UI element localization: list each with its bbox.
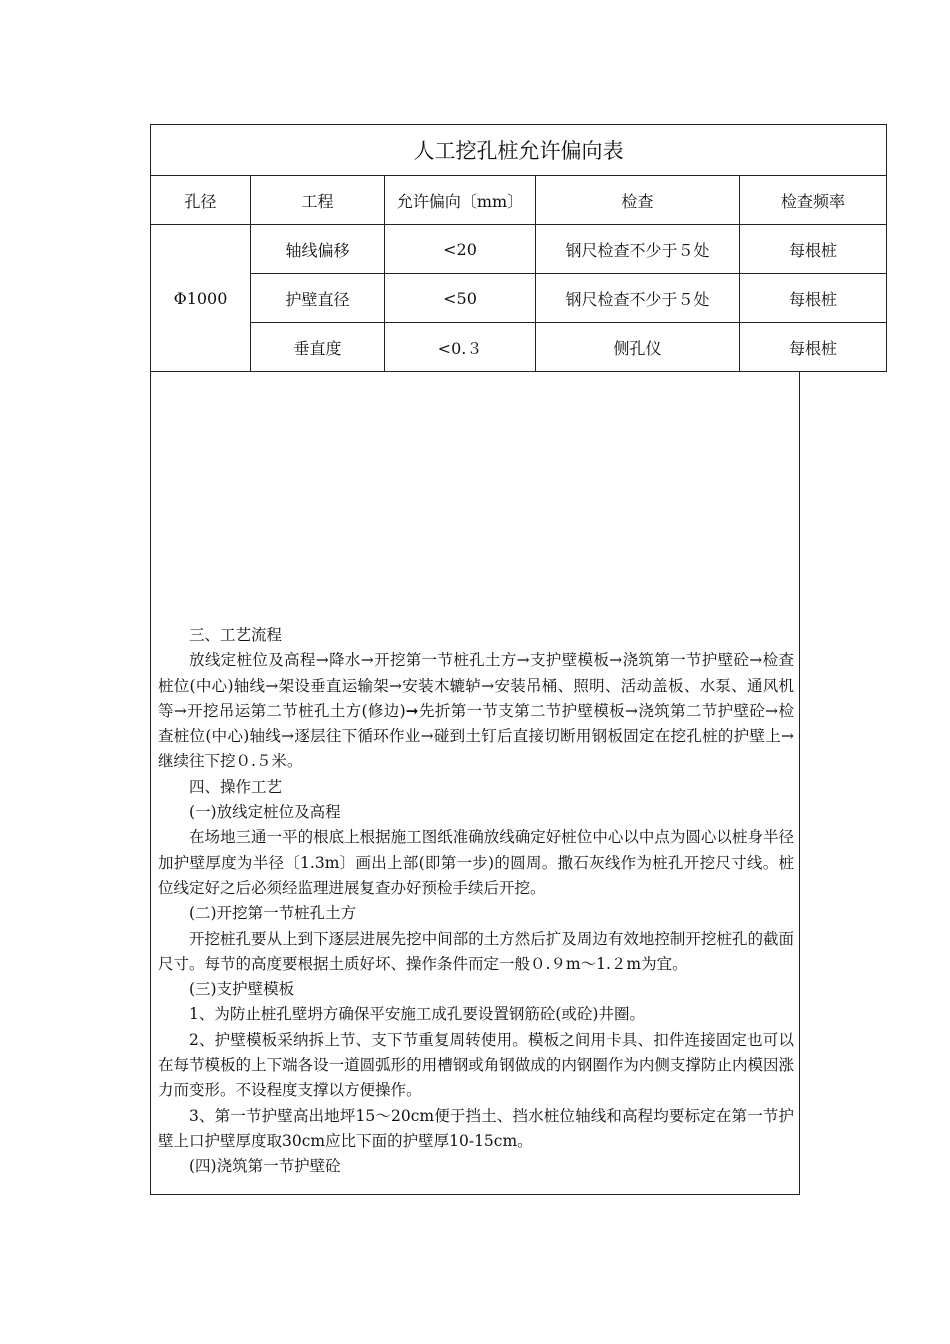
- item-cell: 垂直度: [251, 323, 385, 372]
- body-text: [158, 623, 794, 1180]
- tolerance-cell: <50: [385, 274, 536, 323]
- check-cell: 钢尺检查不少于５处: [536, 225, 740, 274]
- frequency-cell: 每根桩: [740, 274, 887, 323]
- subsection-heading: (三)支护壁模板: [189, 980, 295, 999]
- header-check: 检查: [536, 176, 740, 225]
- list-item: 1、为防止桩孔壁坍方确保平安施工成孔要设置钢筋砼(或砼)井圈。: [189, 1005, 645, 1024]
- list-item: 2、护壁模板采纳拆上节、支下节重复周转使用。模板之间用卡具、扣件连接固定也可以在每节模板的上下端各设一道圆弧形的用槽钢或角钢做成的内钢圈作为内侧支撑防止内模因涨力而变形。不设程度支撑以方便操作。: [158, 1030, 794, 1100]
- deviation-table: [150, 124, 887, 372]
- item-cell: 护壁直径: [251, 274, 385, 323]
- table-row: [151, 323, 887, 372]
- tolerance-cell: <0.３: [385, 323, 536, 372]
- table-title: 人工挖孔桩允许偏向表: [151, 125, 887, 176]
- tolerance-cell: <20: [385, 225, 536, 274]
- header-tolerance: 允许偏向〔mm〕: [385, 176, 536, 225]
- header-frequency: 检查频率: [740, 176, 887, 225]
- table-row: [151, 225, 887, 274]
- subsection-heading: (一)放线定桩位及高程: [189, 803, 341, 822]
- table-header-row: [151, 176, 887, 225]
- header-item: 工程: [251, 176, 385, 225]
- list-item: 3、第一节护壁高出地坪15～20cm便于挡土、挡水桩位轴线和高程均要标定在第一节护壁上口护壁厚度取30cm应比下面的护壁厚10-15cm。: [158, 1106, 794, 1150]
- frequency-cell: 每根桩: [740, 323, 887, 372]
- table-row: [151, 274, 887, 323]
- paragraph: 放线定桩位及高程→降水→开挖第一节桩孔土方→支护壁模板→浇筑第一节护壁砼→检查桩位(中心)轴线→架设垂直运输架→安装木辘轳→安装吊桶、照明、活动盖板、水泵、通风机等→开挖吊运第二节桩孔土方(修边)➞先折第一节支第二节护壁模板→浇筑第二节护壁砼→检查桩位(中心)轴线→逐层往下循环作业→碰到土钉后直接切断用钢板固定在挖孔桩的护壁上→继续往下挖０.５米。: [158, 651, 794, 771]
- header-diameter: 孔径: [151, 176, 251, 225]
- diameter-cell: Φ1000: [151, 225, 251, 372]
- item-cell: 轴线偏移: [251, 225, 385, 274]
- subsection-heading: (二)开挖第一节桩孔土方: [189, 904, 357, 923]
- section-heading: 三、工艺流程: [189, 626, 283, 644]
- check-cell: 侧孔仪: [536, 323, 740, 372]
- subsection-heading: (四)浇筑第一节护壁砼: [189, 1157, 341, 1176]
- section-heading: 四、操作工艺: [189, 777, 283, 796]
- check-cell: 钢尺检查不少于５处: [536, 274, 740, 323]
- frequency-cell: 每根桩: [740, 225, 887, 274]
- paragraph: 开挖桩孔要从上到下逐层进展先挖中间部的土方然后扩及周边有效地控制开挖桩孔的截面尺寸。每节的高度要根据土质好坏、操作条件而定一般０.９m～1.２m为宜。: [158, 929, 794, 973]
- paragraph: 在场地三通一平的根底上根据施工图纸准确放线确定好桩位中心以中点为圆心以桩身半径加护壁厚度为半径〔1.3m〕画出上部(即第一步)的圆周。撒石灰线作为桩孔开挖尺寸线。桩位线定好之后必须经监理进展复查办好预检手续后开挖。: [158, 828, 794, 897]
